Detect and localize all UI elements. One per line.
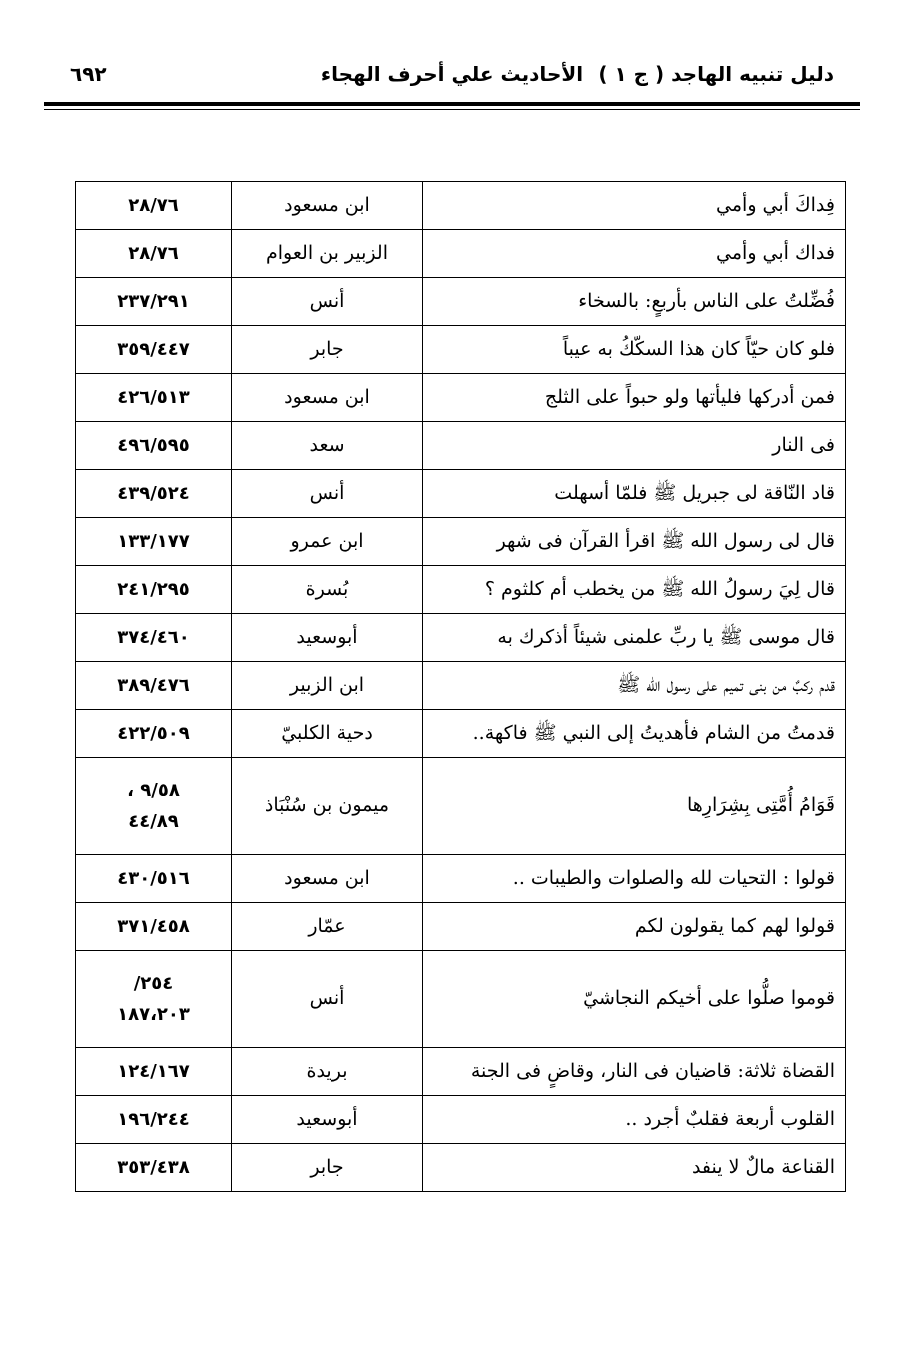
narrator-name: بريدة — [232, 1048, 423, 1096]
reference-number: ١٣٣/١٧٧ — [117, 530, 190, 552]
narrator-name: أبوسعيد — [232, 1096, 423, 1144]
narrator-name: ابن الزبير — [232, 662, 423, 710]
reference-cell — [76, 470, 232, 518]
narrator-name: سعد — [232, 422, 423, 470]
hadith-text: قاد النّاقة لى جبريل ﷺ فلمّا أسهلت — [423, 470, 846, 518]
table-row — [76, 230, 846, 278]
table-row — [76, 470, 846, 518]
hadith-text: قولوا : التحيات لله والصلوات والطيبات .. — [423, 855, 846, 903]
hadith-text: قال لِيَ رسولُ الله ﷺ من يخطب أم كلثوم ؟ — [423, 566, 846, 614]
reference-number: ٤٣٩/٥٢٤ — [117, 482, 190, 504]
reference-cell — [76, 518, 232, 566]
reference-cell — [76, 614, 232, 662]
hadith-text: قال موسى ﷺ يا ربِّ علمنى شيئاً أذكرك به — [423, 614, 846, 662]
reference-number: ٣٨٩/٤٧٦ — [117, 674, 190, 696]
hadith-text: القضاة ثلاثة: قاضيان فى النار، وقاضٍ فى الجنة — [423, 1048, 846, 1096]
reference-number: ٣٧٤/٤٦٠ — [117, 626, 190, 648]
hadith-text: فُضِّلتُ على الناس بأربعٍ: بالسخاء — [423, 278, 846, 326]
narrator-name: جابر — [232, 1144, 423, 1192]
reference-number: ٣٥٩/٤٤٧ — [117, 338, 190, 360]
hadith-text: فلو كان حيّاً كان هذا السكّكُ به عيباً — [423, 326, 846, 374]
book-title: دليل تنبيه الهاجد ( ج ١ ) — [598, 62, 834, 86]
narrator-name: أنس — [232, 951, 423, 1048]
table-row — [76, 662, 846, 710]
reference-cell — [76, 855, 232, 903]
hadith-rows — [76, 182, 846, 1192]
reference-cell — [76, 230, 232, 278]
narrator-name: ابن مسعود — [232, 182, 423, 230]
hadith-text: قدم ركبٌ من بنى تميم على رسول الله ﷺ — [423, 662, 846, 710]
reference-number: ٤٩٦/٥٩٥ — [117, 434, 190, 456]
hadith-text: قَوَامُ أُمَّتِى بِشِرَارِها — [423, 758, 846, 855]
reference-number: ٤٣٠/٥١٦ — [117, 867, 190, 889]
hadith-text: فى النار — [423, 422, 846, 470]
page-header — [44, 58, 860, 98]
table-row — [76, 374, 846, 422]
reference-number: ١٨٧،٢٠٣ — [117, 1004, 190, 1025]
reference-cell — [76, 1144, 232, 1192]
narrator-name: أنس — [232, 278, 423, 326]
reference-number: ٣٧١/٤٥٨ — [117, 915, 190, 937]
reference-number: ٢٣٧/٢٩١ — [117, 290, 190, 312]
hadith-text: قال لى رسول الله ﷺ اقرأ القرآن فى شهر — [423, 518, 846, 566]
narrator-name: جابر — [232, 326, 423, 374]
reference-number: ١٩٦/٢٤٤ — [117, 1108, 190, 1130]
hadith-text: القلوب أربعة فقلبٌ أجرد .. — [423, 1096, 846, 1144]
narrator-name: دحية الكلبيّ — [232, 710, 423, 758]
narrator-name: أبوسعيد — [232, 614, 423, 662]
reference-number: ٢٨/٧٦ — [128, 242, 179, 264]
reference-number: ٣٥٣/٤٣٨ — [117, 1156, 190, 1178]
reference-cell — [76, 422, 232, 470]
reference-cell — [76, 566, 232, 614]
table-row — [76, 278, 846, 326]
hadith-text: قدمتُ من الشام فأهديتُ إلى النبي ﷺ فاكهة.. — [423, 710, 846, 758]
reference-number: ٩/٥٨ ، — [127, 779, 180, 801]
hadith-text: فِداكَ أبي وأمي — [423, 182, 846, 230]
reference-cell — [76, 182, 232, 230]
table-row — [76, 758, 846, 855]
reference-cell — [76, 710, 232, 758]
reference-number: ٢٤١/٢٩٥ — [117, 578, 190, 600]
reference-cell — [76, 662, 232, 710]
hadith-text: فمن أدركها فليأتها ولو حبواً على الثلج — [423, 374, 846, 422]
narrator-name: ميمون بن سُنْبَاذ — [232, 758, 423, 855]
hadith-text: قوموا صلُّوا على أخيكم النجاشيّ — [423, 951, 846, 1048]
narrator-name: عمّار — [232, 903, 423, 951]
table-row — [76, 326, 846, 374]
table-row — [76, 566, 846, 614]
reference-cell — [76, 278, 232, 326]
reference-cell — [76, 758, 232, 855]
narrator-name: ابن مسعود — [232, 855, 423, 903]
reference-number: ٤٢٦/٥١٣ — [117, 386, 190, 408]
hadith-text: القناعة مالٌ لا ينفد — [423, 1144, 846, 1192]
table-row — [76, 855, 846, 903]
narrator-name: الزبير بن العوام — [232, 230, 423, 278]
table-row — [76, 614, 846, 662]
reference-number: ٢٥٤/ — [133, 972, 174, 994]
table-row — [76, 422, 846, 470]
reference-cell — [76, 903, 232, 951]
hadith-text: قولوا لهم كما يقولون لكم — [423, 903, 846, 951]
header-rule-thick — [44, 102, 860, 106]
table-row — [76, 518, 846, 566]
reference-number: ١٢٤/١٦٧ — [117, 1060, 190, 1082]
reference-number: ٤٤/٨٩ — [128, 811, 179, 832]
reference-cell — [76, 374, 232, 422]
narrator-name: بُسرة — [232, 566, 423, 614]
reference-number: ٤٢٢/٥٠٩ — [117, 722, 190, 744]
table-row — [76, 1144, 846, 1192]
reference-number: ٢٨/٧٦ — [128, 194, 179, 216]
hadith-text: فداك أبي وأمي — [423, 230, 846, 278]
header-rule-thin — [44, 109, 860, 110]
table-row — [76, 710, 846, 758]
reference-cell — [76, 951, 232, 1048]
table-row — [76, 951, 846, 1048]
narrator-name: ابن مسعود — [232, 374, 423, 422]
hadith-index-table — [75, 181, 846, 1192]
section-title: الأحاديث علي أحرف الهجاء — [320, 62, 584, 86]
reference-cell — [76, 1096, 232, 1144]
table-row — [76, 1096, 846, 1144]
reference-cell — [76, 326, 232, 374]
narrator-name: ابن عمرو — [232, 518, 423, 566]
table-row — [76, 903, 846, 951]
table-row — [76, 182, 846, 230]
narrator-name: أنس — [232, 470, 423, 518]
page-number: ٦٩٢ — [70, 62, 107, 86]
table-row — [76, 1048, 846, 1096]
reference-cell — [76, 1048, 232, 1096]
